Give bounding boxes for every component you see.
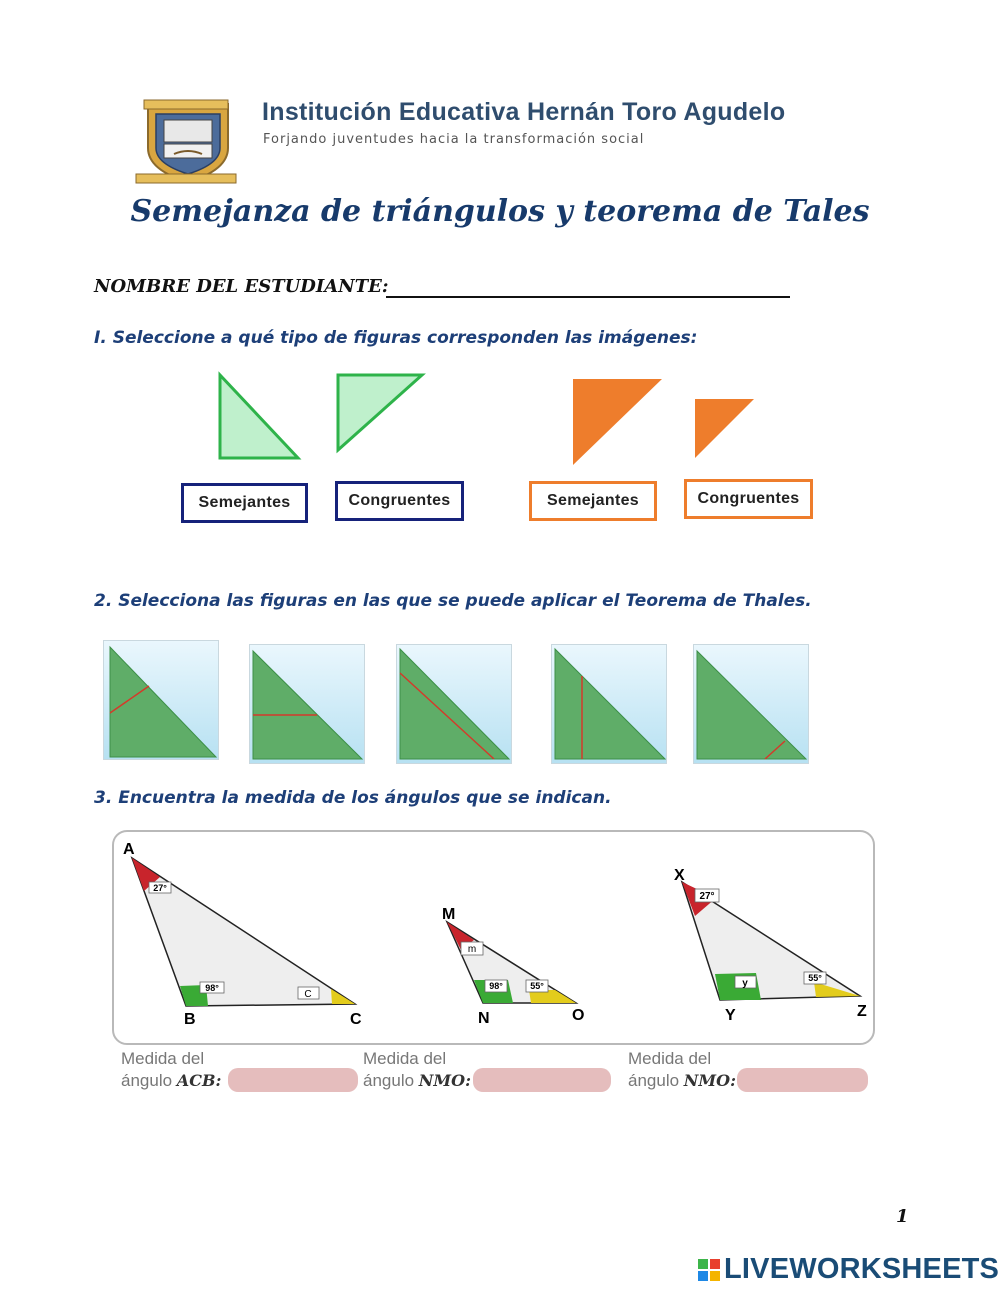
option-semejantes-green[interactable]: Semejantes (181, 483, 308, 523)
answer-3-angle: NMO: (683, 1071, 736, 1090)
angle-C-value: C (304, 989, 312, 1000)
q3-triangles-panel (112, 830, 876, 1046)
vertex-A: A (123, 841, 135, 858)
option-semejantes-orange[interactable]: Semejantes (529, 481, 657, 521)
answer-2-label: Medida del ángulo NMO: (363, 1049, 471, 1090)
option-congruentes-green[interactable]: Congruentes (335, 481, 464, 521)
angle-Y-value: y (742, 978, 748, 989)
angle-N-value: 98° (489, 981, 503, 991)
answer-3-label: Medida del ángulo NMO: (628, 1049, 736, 1090)
angle-A-value: 27° (153, 883, 167, 893)
institution-tagline: Forjando juventudes hacia la transformación social (263, 132, 645, 147)
vertex-O: O (572, 1007, 585, 1024)
angle-B-value: 98° (205, 983, 219, 993)
vertex-Y: Y (725, 1007, 736, 1024)
thales-figure-2[interactable] (249, 644, 365, 764)
q1-figures (200, 365, 840, 475)
vertex-X: X (674, 867, 685, 884)
answer-1-label: Medida del ángulo ACB: (121, 1049, 222, 1090)
angle-M-value: m (467, 944, 477, 955)
institution-name: Institución Educativa Hernán Toro Agudelo (262, 98, 786, 126)
question-3-prompt: 3. Encuentra la medida de los ángulos que se indican. (94, 788, 612, 808)
vertex-N: N (478, 1010, 490, 1027)
vertex-C: C (350, 1011, 362, 1028)
answer-2-angle: NMO: (418, 1071, 471, 1090)
vertex-M: M (442, 906, 456, 923)
green-triangle-2 (338, 375, 422, 450)
angle-Z-value: 55° (808, 973, 822, 983)
question-1-prompt: I. Seleccione a qué tipo de figuras corresponden las imágenes: (94, 328, 698, 348)
option-congruentes-orange[interactable]: Congruentes (684, 479, 813, 519)
answer-1-angle: ACB: (176, 1071, 222, 1090)
green-triangle-1 (220, 375, 298, 458)
answer-3-input[interactable] (737, 1068, 868, 1092)
answer-1-input[interactable] (228, 1068, 358, 1092)
thales-figure-3[interactable] (396, 644, 512, 764)
orange-triangle-2 (695, 399, 754, 458)
thales-figure-4[interactable] (551, 644, 667, 764)
orange-triangle-1 (573, 379, 662, 465)
liveworksheets-brand[interactable]: LIVEWORKSHEETS (724, 1253, 1000, 1285)
liveworksheets-logo-icon (698, 1259, 720, 1281)
student-name-label: NOMBRE DEL ESTUDIANTE: (94, 276, 389, 297)
angle-X-value: 27° (699, 891, 715, 902)
vertex-Z: Z (857, 1003, 867, 1020)
thales-figure-5[interactable] (693, 644, 809, 764)
answer-2-input[interactable] (473, 1068, 611, 1092)
page-number: 1 (896, 1206, 909, 1227)
page-title: Semejanza de triángulos y teorema de Tales (130, 194, 870, 229)
vertex-B: B (184, 1011, 196, 1028)
school-crest (134, 98, 238, 186)
thales-figure-1[interactable] (103, 640, 219, 760)
question-2-prompt: 2. Selecciona las figuras en las que se puede aplicar el Teorema de Thales. (94, 591, 812, 611)
angle-O-value: 55° (530, 981, 544, 991)
student-name-line[interactable] (386, 296, 790, 298)
